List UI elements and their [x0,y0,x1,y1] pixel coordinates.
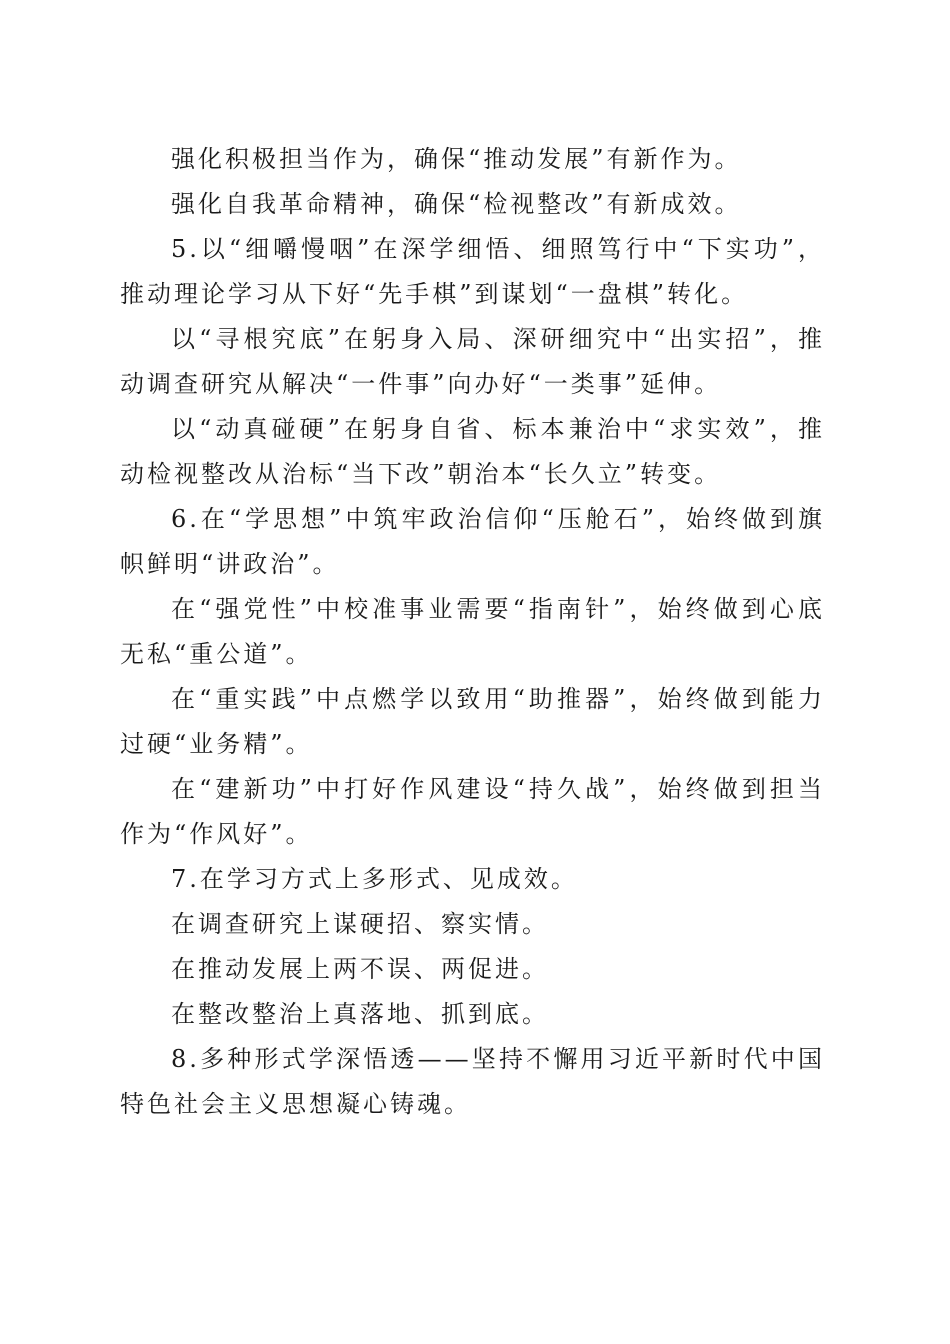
paragraph: 7.在学习方式上多形式、见成效。 [171,865,578,893]
paragraph: 在“建新功”中打好作风建设“持久战”，始终做到担当作为“作风好”。 [120,775,825,848]
paragraph: 6.在“学思想”中筑牢政治信仰“压舱石”，始终做到旗帜鲜明“讲政治”。 [120,505,825,578]
paragraph: 强化自我革命精神，确保“检视整改”有新成效。 [171,190,742,218]
paragraph: 在调查研究上谋硬招、察实情。 [171,910,549,938]
paragraph: 在整改整治上真落地、抓到底。 [171,1000,549,1028]
paragraph: 在“强党性”中校准事业需要“指南针”，始终做到心底无私“重公道”。 [120,595,825,668]
paragraph: 8.多种形式学深悟透——坚持不懈用习近平新时代中国特色社会主义思想凝心铸魂。 [120,1045,825,1118]
paragraph: 以“动真碰硬”在躬身自省、标本兼治中“求实效”，推动检视整改从治标“当下改”朝治本“长久立”转变。 [120,415,825,488]
paragraph: 强化积极担当作为，确保“推动发展”有新作为。 [171,145,742,173]
document-body [120,137,825,1127]
paragraph: 在“重实践”中点燃学以致用“助推器”，始终做到能力过硬“业务精”。 [120,685,825,758]
paragraph: 以“寻根究底”在躬身入局、深研细究中“出实招”，推动调查研究从解决“一件事”向办好“一类事”延伸。 [120,325,825,398]
paragraph: 5.以“细嚼慢咽”在深学细悟、细照笃行中“下实功”，推动理论学习从下好“先手棋”到谋划“一盘棋”转化。 [120,235,825,308]
paragraph: 在推动发展上两不误、两促进。 [171,955,549,983]
